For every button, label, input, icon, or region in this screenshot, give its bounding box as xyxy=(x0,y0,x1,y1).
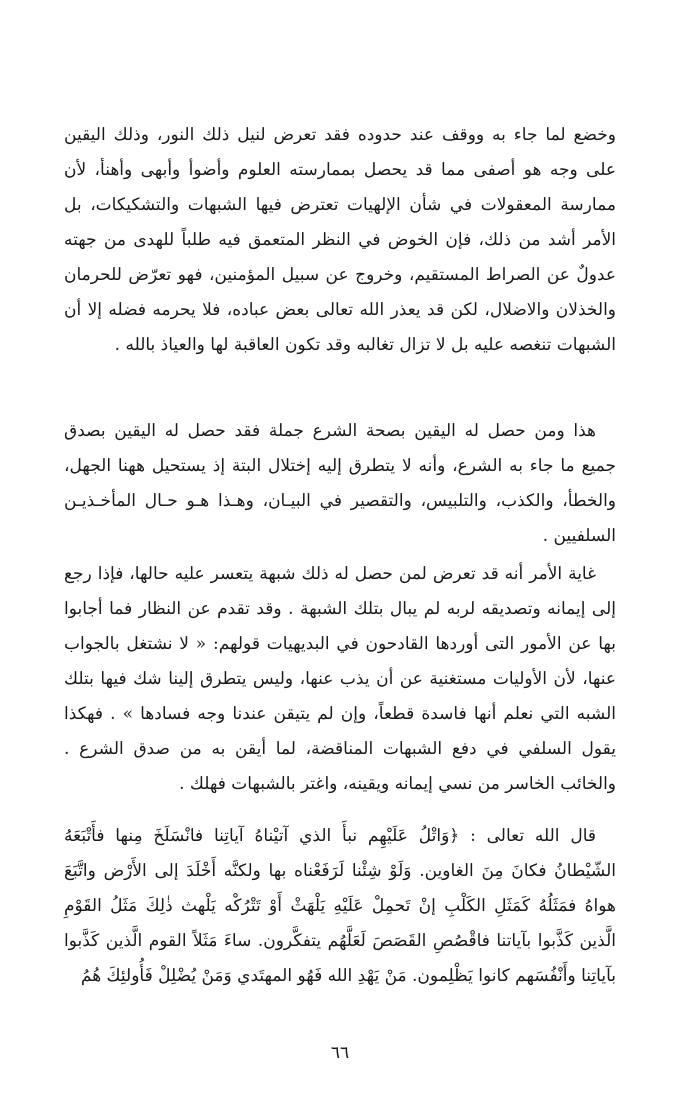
paragraph-3: غاية الأمر أنه قد تعرض لمن حصل له ذلك شبهة يتعسر عليه حالها، فإذا رجع إلى إيمانه وتصديقه لربه لم يبال بتلك الشبهة . وقد تقدم عن النظار فما أجابوا بها عن الأمور التى أوردها القادحون في البديهيات قولهم: « لا نشتغل بالجواب عنها، لأن الأوليات مستغنية عن أن يذب عنها، وليس يتطرق إلينا شك فيها بتلك الشبه التي نعلم أنها فاسدة قطعاً، وإن لم يتيقن عندنا وجه فسادها » . فهكذا يقول السلفي في دفع الشبهات المناقضة، لما أيقن به من صدق الشرع . والخائب الخاسر من نسي إيمانه ويقينه، واغتر بالشبهات فهلك . xyxy=(64,564,616,794)
paragraph-4-quran-quote: قال الله تعالى : ﴿وَاتْلُ عَلَيْهِم نبأَ الذي آتيْناهُ آياتِنا فانْسَلَخَ مِنها فأَتْبَعَهُ الشّيْطانُ فكانَ مِنَ الغاوين. وَلَوْ شِئْنا لَرَفَعْناه بها ولكنَّه أَخْلَدَ إلى الأَرْض واتَّبَعَ هواهُ فمَثَلُهُ كَمَثَلِ الكَلْبِ إنْ تَحمِلْ عَلَيْهِ يَلْهَثْ أَوْ تَتْرُكْه يَلْهث ذٰلِكَ مَثَلُ القَوْمِ الَّذين كَذَّبوا بآياتنا فاقْصُصِ القَصَصَ لَعَلَّهُم يتفكَّرون. ساءَ مَثَلاً القوم الَّذين كَذَّبوا بآياتِنا وأَنْفُسَهم كانوا يَظْلِمون. مَنْ يَهْدِ الله فَهُو المهتَدي وَمَنْ يُضْلِلْ فَأُولئِكَ هُمُ xyxy=(64,826,616,986)
page-number: ٦٦ xyxy=(330,1043,350,1063)
paragraph-2: هذا ومن حصل له اليقين بصحة الشرع جملة فقد حصل له اليقين بصدق جميع ما جاء به الشرع، وأنه لا يتطرق إليه إختلال البتة إذ يستحيل ههنا الجهل، والخطأ، والكذب، والتلبيس، والتقصير في البيـان، وهـذا هـو حـال المأخـذيـن السلفيين . xyxy=(64,421,616,546)
paragraph-1: وخضع لما جاء به ووقف عند حدوده فقد تعرض لنيل ذلك النور، وذلك اليقين على وجه هو أصفى مما قد يحصل بممارسته العلوم وأضوأ وأبهى وأهنأ، لأن ممارسة المعقولات في شأن الإلهيات تعترض فيها الشبهات والتشكيكات، بل الأمر أشد من ذلك، فإن الخوض في النظر المتعمق فيه طلباً للهدى من جهته عدولٌ عن الصراط المستقيم، وخروج عن سبيل المؤمنين، فهو تعرّض للحرمان والخذلان والاضلال، لكن قد يعذر الله تعالى بعض عباده، فلا يحرمه فضله إلا أن الشبهات تنغصه عليه بل لا تزال تغالبه وقد تكون العاقبة لها والعياذ بالله . xyxy=(64,125,616,355)
